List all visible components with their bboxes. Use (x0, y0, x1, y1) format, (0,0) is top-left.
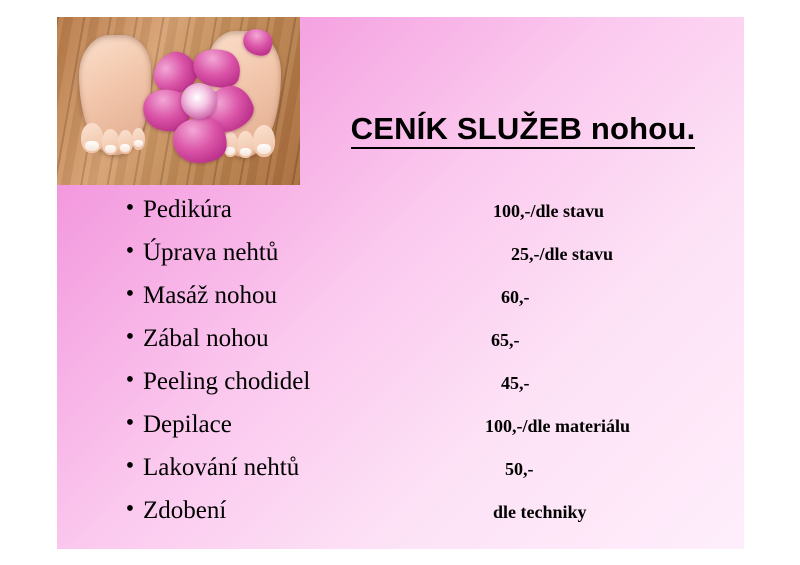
list-bullet: • (125, 410, 135, 436)
list-item (117, 238, 727, 281)
price-list (117, 195, 727, 539)
page-title-text: CENÍK SLUŽEB nohou. (351, 111, 696, 149)
service-name: Depilace (143, 411, 232, 438)
list-item (117, 281, 727, 324)
right-toenail-2 (240, 148, 251, 156)
list-bullet: • (125, 195, 135, 221)
list-bullet: • (125, 238, 135, 264)
list-item (117, 496, 727, 539)
right-toenail-1 (257, 144, 271, 154)
service-name: Úprava nehtů (143, 239, 279, 266)
service-price: 100,-/dle stavu (493, 201, 605, 221)
page-title (313, 111, 733, 147)
list-item (117, 410, 727, 453)
left-toenail-2 (105, 145, 116, 153)
orchid-center (181, 83, 217, 119)
list-bullet: • (125, 453, 135, 479)
feet-with-orchid-photo (57, 17, 300, 185)
service-price: 65,- (491, 330, 520, 350)
left-toenail-4 (134, 140, 143, 147)
left-toenail-3 (120, 144, 130, 152)
slide-canvas (57, 17, 744, 549)
list-bullet: • (125, 496, 135, 522)
service-name: Lakování nehtů (143, 454, 300, 481)
service-price: dle techniky (493, 502, 587, 522)
service-price: 45,- (501, 373, 530, 393)
list-item (117, 324, 727, 367)
service-name: Peeling chodidel (143, 368, 311, 395)
service-price: 100,-/dle materiálu (485, 416, 630, 436)
list-item (117, 195, 727, 238)
list-bullet: • (125, 324, 135, 350)
service-name: Zábal nohou (143, 325, 269, 352)
list-item (117, 453, 727, 496)
service-price: 60,- (501, 287, 530, 307)
right-toenail-3 (225, 147, 235, 155)
service-name: Masáž nohou (143, 282, 277, 309)
service-price: 25,-/dle stavu (511, 244, 614, 264)
list-item (117, 367, 727, 410)
service-name: Zdobení (143, 497, 227, 524)
list-bullet: • (125, 281, 135, 307)
left-toenail-1 (85, 141, 99, 151)
service-name: Pedikúra (143, 196, 232, 223)
list-bullet: • (125, 367, 135, 393)
service-price: 50,- (505, 459, 534, 479)
